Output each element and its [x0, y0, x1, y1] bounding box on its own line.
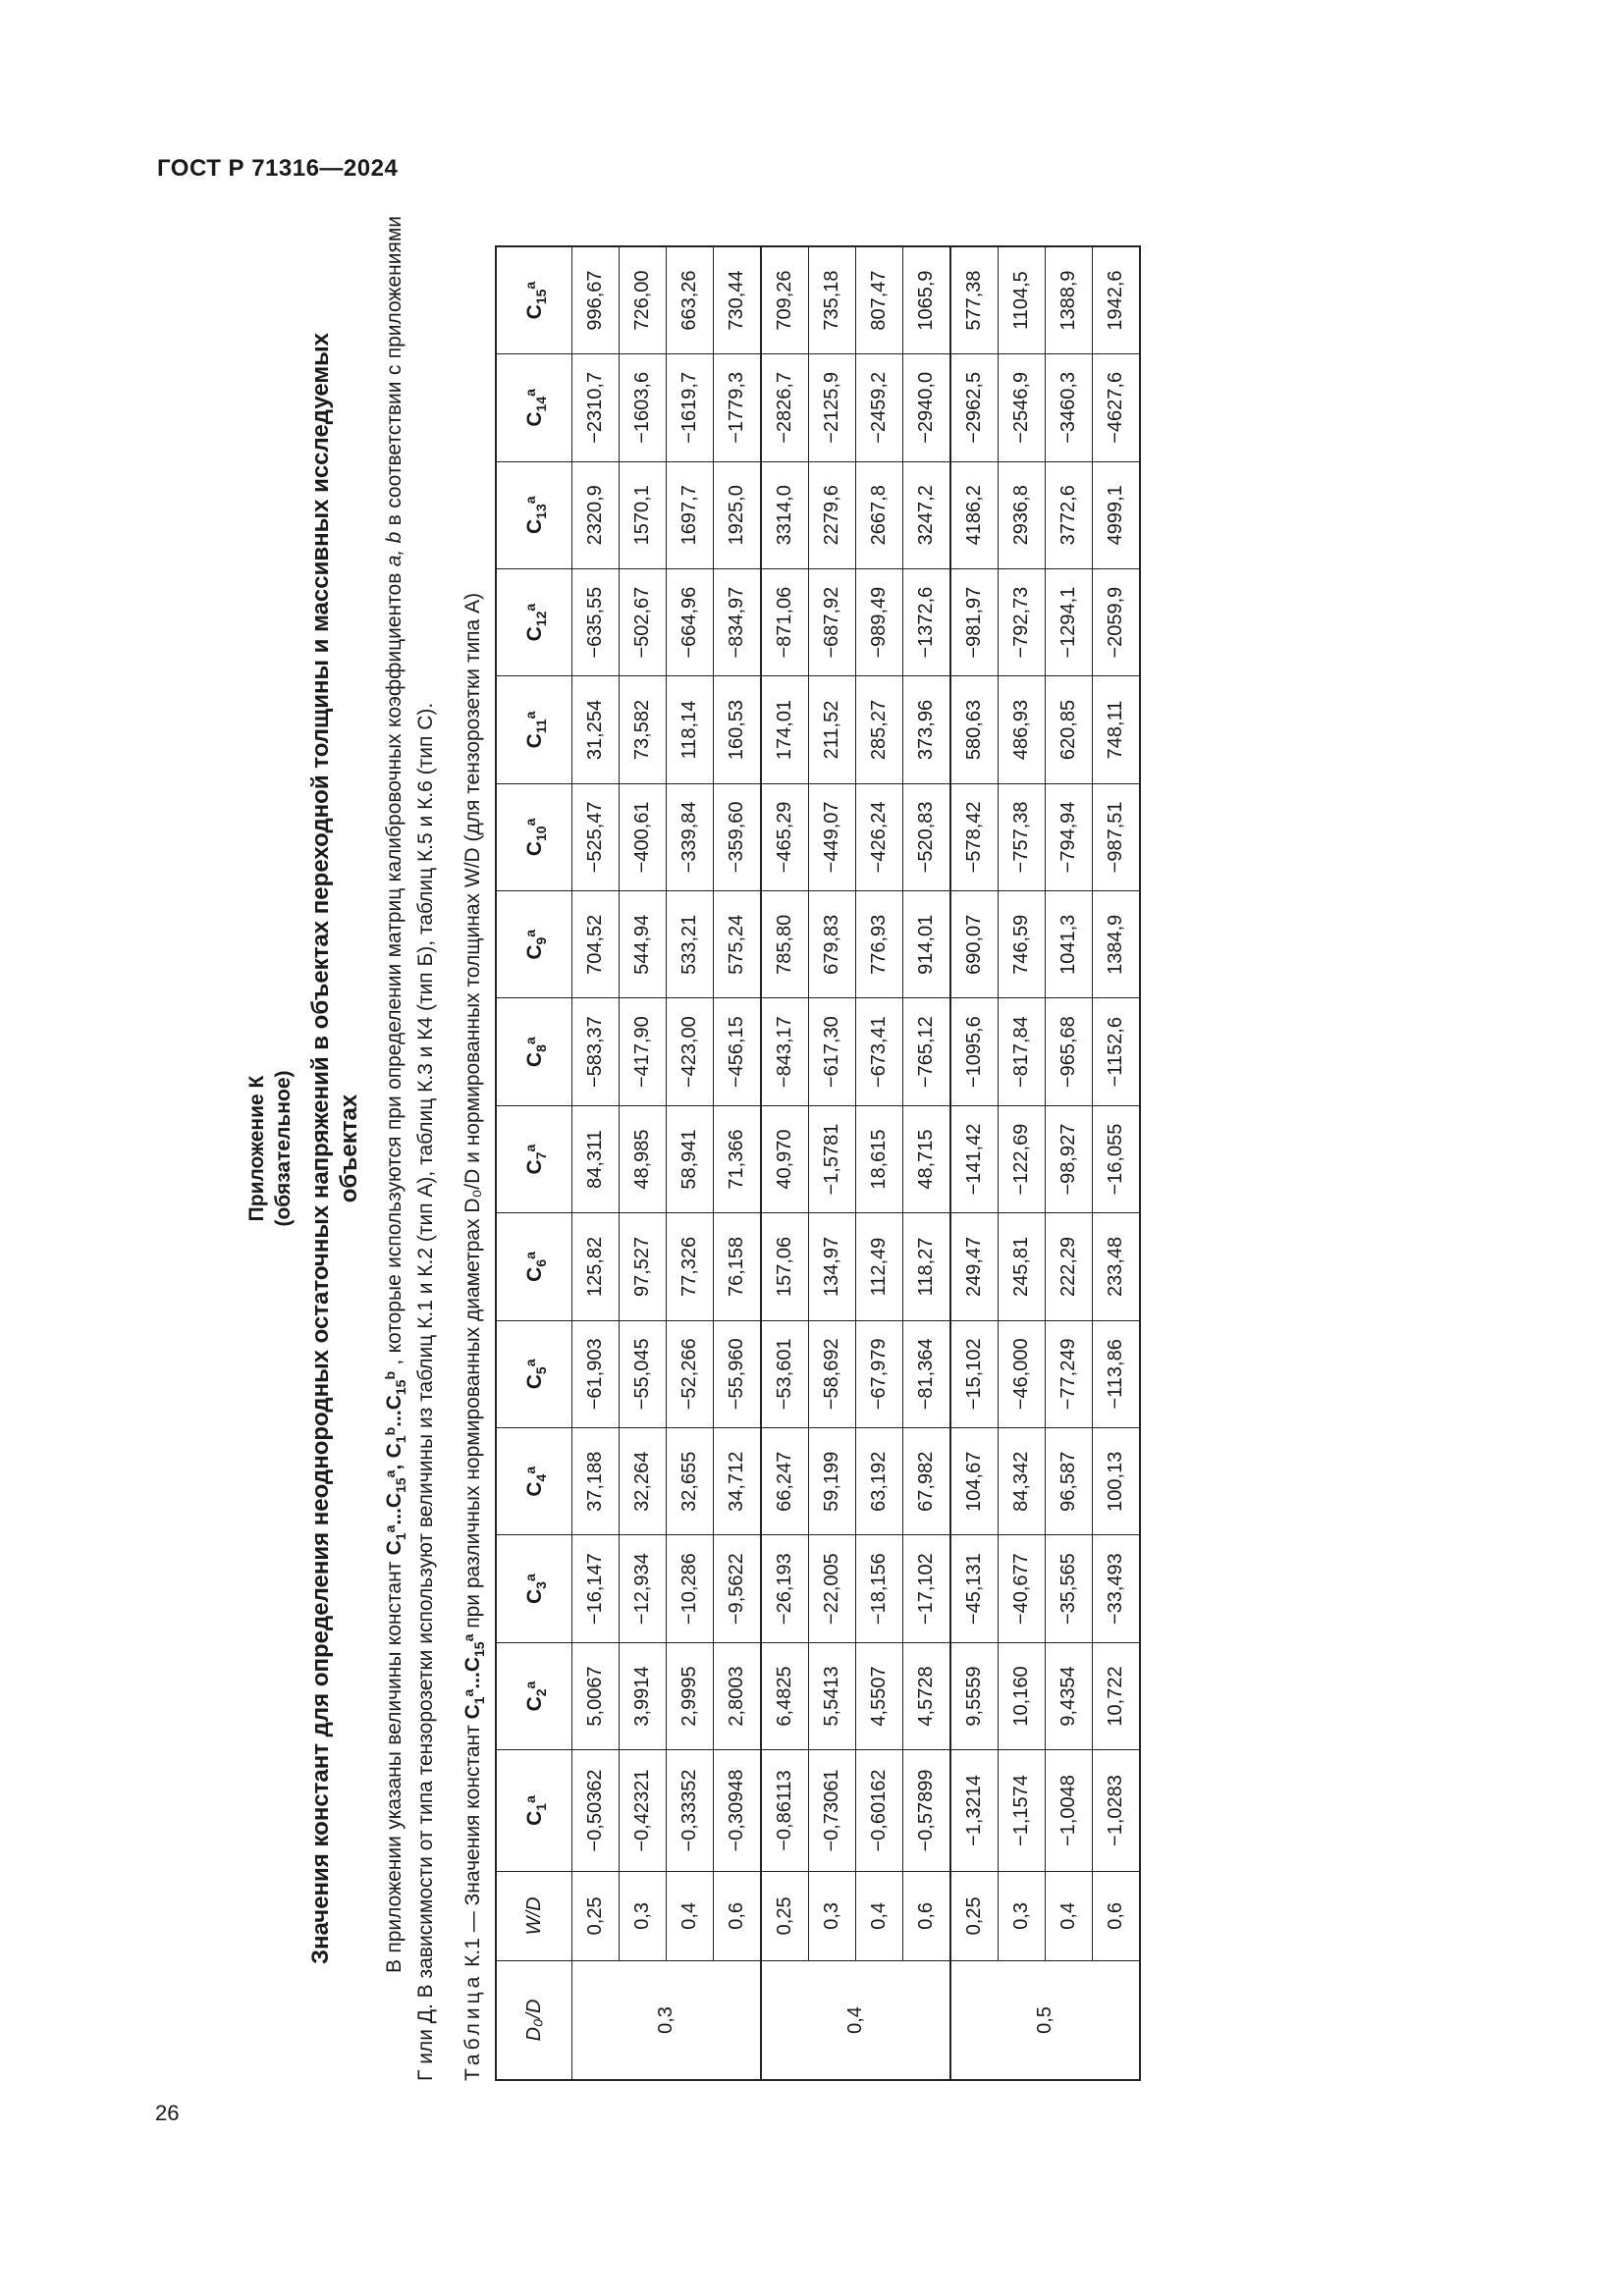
- cell-value: 48,985: [620, 1105, 667, 1212]
- cell-value: 134,97: [809, 1213, 856, 1320]
- cell-value: 1388,9: [1046, 246, 1093, 354]
- cell-value: −981,97: [950, 568, 999, 675]
- cell-value: 84,311: [572, 1105, 620, 1212]
- cell-value: 2320,9: [572, 461, 620, 568]
- cell-value: −339,84: [667, 783, 714, 890]
- cell-value: 1570,1: [620, 461, 667, 568]
- cell-value: −22,005: [809, 1535, 856, 1642]
- cell-value: 77,326: [667, 1213, 714, 1320]
- intro-vectors: a, b: [383, 531, 406, 567]
- cell-value: −456,15: [714, 998, 762, 1105]
- table-caption-word: Таблица: [461, 1972, 485, 2081]
- cell-value: −1,0283: [1093, 1750, 1141, 1872]
- cell-value: 118,27: [903, 1213, 951, 1320]
- cell-value: 914,01: [903, 891, 951, 998]
- appendix-heading: [244, 216, 297, 2081]
- cell-value: −673,41: [856, 998, 903, 1105]
- cell-value: −449,07: [809, 783, 856, 890]
- table-row: [1093, 246, 1141, 2080]
- cell-value: −113,86: [1093, 1320, 1141, 1427]
- cell-value: 1942,6: [1093, 246, 1141, 354]
- cell-value: −141,42: [950, 1105, 999, 1212]
- cell-value: −792,73: [999, 568, 1046, 675]
- cell-value: −17,102: [903, 1535, 951, 1642]
- cell-value: 34,712: [714, 1428, 762, 1535]
- cell-value: 10,722: [1093, 1642, 1141, 1749]
- cell-value: −53,601: [761, 1320, 809, 1427]
- cell-value: 174,01: [761, 676, 809, 783]
- cell-value: −55,960: [714, 1320, 762, 1427]
- cell-value: 730,44: [714, 246, 762, 354]
- cell-value: 31,254: [572, 676, 620, 783]
- cell-value: −0,73061: [809, 1750, 856, 1872]
- cell-value: −10,286: [667, 1535, 714, 1642]
- intro-text-2: , которые используются при определении матриц калибровочных коэффициентов: [383, 566, 406, 1365]
- cell-value: 76,158: [714, 1213, 762, 1320]
- appendix-status: (обязательное): [272, 1070, 295, 1227]
- cell-value: 233,48: [1093, 1213, 1141, 1320]
- cell-value: 1065,9: [903, 246, 951, 354]
- header-d0: D₀/D: [496, 1960, 572, 2080]
- cell-value: 32,655: [667, 1428, 714, 1535]
- cell-value: −987,51: [1093, 783, 1141, 890]
- cell-value: 3247,2: [903, 461, 951, 568]
- table-row: [1046, 246, 1093, 2080]
- cell-value: −687,92: [809, 568, 856, 675]
- cell-value: −578,42: [950, 783, 999, 890]
- cell-value: 157,06: [761, 1213, 809, 1320]
- cell-value: 4,5507: [856, 1642, 903, 1749]
- cell-value: 1925,0: [714, 461, 762, 568]
- table-row: [667, 246, 714, 2080]
- cell-value: −794,94: [1046, 783, 1093, 890]
- table-row: [620, 246, 667, 2080]
- cell-value: 58,941: [667, 1105, 714, 1212]
- cell-value: −33,493: [1093, 1535, 1141, 1642]
- cell-value: −1095,6: [950, 998, 999, 1105]
- cell-value: 709,26: [761, 246, 809, 354]
- table-caption-constants: $C_1^a...C_{15}^a$: [460, 1633, 488, 1720]
- intro-text-3: в соответствии с приложениями Г или Д. В зависимости от типа тензорозетки используют величины из таблиц К.1 и К.2 (тип А), таблиц К.3 и К4 (тип Б), таблиц К.5 и К.6 (тип С).: [383, 216, 438, 2081]
- cell-value: −4627,6: [1093, 354, 1141, 461]
- cell-value: −1779,3: [714, 354, 762, 461]
- cell-wd: 0,3: [620, 1871, 667, 1960]
- cell-value: −817,84: [999, 998, 1046, 1105]
- cell-value: 285,27: [856, 676, 903, 783]
- cell-value: 544,94: [620, 891, 667, 998]
- cell-value: 40,970: [761, 1105, 809, 1212]
- cell-value: −3460,3: [1046, 354, 1093, 461]
- table-caption-suffix: при различных нормированных диаметрах D₀/D и нормированных толщинах W/D (для тензорозетки типа А): [461, 592, 485, 1629]
- cell-value: −359,60: [714, 783, 762, 890]
- table-row: [950, 246, 999, 2080]
- cell-value: −520,83: [903, 783, 951, 890]
- cell-value: −400,61: [620, 783, 667, 890]
- cell-value: −61,903: [572, 1320, 620, 1427]
- cell-wd: 0,3: [809, 1871, 856, 1960]
- table-caption: [459, 216, 487, 2081]
- cell-value: 5,0067: [572, 1642, 620, 1749]
- cell-value: 3,9914: [620, 1642, 667, 1749]
- cell-value: −9,5622: [714, 1535, 762, 1642]
- header-constant: $C_2^a$: [496, 1642, 572, 1749]
- cell-value: 9,4354: [1046, 1642, 1093, 1749]
- cell-value: −2826,7: [761, 354, 809, 461]
- cell-value: −583,37: [572, 998, 620, 1105]
- cell-wd: 0,4: [1046, 1871, 1093, 1960]
- cell-value: 222,29: [1046, 1213, 1093, 1320]
- cell-value: 580,63: [950, 676, 999, 783]
- cell-value: −26,193: [761, 1535, 809, 1642]
- cell-value: 10,160: [999, 1642, 1046, 1749]
- table-header-row: [496, 246, 572, 2080]
- cell-value: 785,80: [761, 891, 809, 998]
- cell-value: 690,07: [950, 891, 999, 998]
- cell-wd: 0,6: [714, 1871, 762, 1960]
- cell-value: −2125,9: [809, 354, 856, 461]
- cell-value: 4186,2: [950, 461, 999, 568]
- cell-value: 125,82: [572, 1213, 620, 1320]
- cell-value: −417,90: [620, 998, 667, 1105]
- cell-value: 5,5413: [809, 1642, 856, 1749]
- cell-value: −0,60162: [856, 1750, 903, 1872]
- cell-value: 32,264: [620, 1428, 667, 1535]
- cell-value: 4999,1: [1093, 461, 1141, 568]
- cell-value: 373,96: [903, 676, 951, 783]
- header-constant: $C_{11}^a$: [496, 676, 572, 783]
- cell-value: −67,979: [856, 1320, 903, 1427]
- cell-value: 73,582: [620, 676, 667, 783]
- cell-value: 71,366: [714, 1105, 762, 1212]
- cell-value: 575,24: [714, 891, 762, 998]
- table-row: [572, 246, 620, 2080]
- cell-value: −98,927: [1046, 1105, 1093, 1212]
- cell-d0: 0,3: [572, 1960, 762, 2080]
- table-body: [572, 246, 1141, 2080]
- cell-value: 746,59: [999, 891, 1046, 998]
- header-constant: $C_{14}^a$: [496, 354, 572, 461]
- cell-value: 807,47: [856, 246, 903, 354]
- cell-value: −12,934: [620, 1535, 667, 1642]
- cell-value: 533,21: [667, 891, 714, 998]
- cell-value: −0,57899: [903, 1750, 951, 1872]
- cell-value: −423,00: [667, 998, 714, 1105]
- cell-value: 63,192: [856, 1428, 903, 1535]
- cell-value: 59,199: [809, 1428, 856, 1535]
- cell-value: −16,055: [1093, 1105, 1141, 1212]
- cell-value: −2459,2: [856, 354, 903, 461]
- appendix-title: Значения констант для определения неоднородных остаточных напряжений в объектах переходной толщины и массивных исследуемых объектах: [307, 333, 362, 1965]
- cell-value: −46,000: [999, 1320, 1046, 1427]
- cell-value: 37,188: [572, 1428, 620, 1535]
- cell-value: 84,342: [999, 1428, 1046, 1535]
- cell-value: −426,24: [856, 783, 903, 890]
- cell-value: −989,49: [856, 568, 903, 675]
- cell-value: −2962,5: [950, 354, 999, 461]
- cell-value: 679,83: [809, 891, 856, 998]
- cell-value: 486,93: [999, 676, 1046, 783]
- cell-value: 211,52: [809, 676, 856, 783]
- cell-value: 104,67: [950, 1428, 999, 1535]
- rotated-page-content: [236, 216, 1208, 2081]
- cell-value: 4,5728: [903, 1642, 951, 1749]
- cell-value: −765,12: [903, 998, 951, 1105]
- cell-value: −1,3214: [950, 1750, 999, 1872]
- cell-value: 48,715: [903, 1105, 951, 1212]
- cell-d0: 0,4: [761, 1960, 950, 2080]
- cell-value: −1,1574: [999, 1750, 1046, 1872]
- cell-value: 6,4825: [761, 1642, 809, 1749]
- table-row: [999, 246, 1046, 2080]
- cell-value: 620,85: [1046, 676, 1093, 783]
- table-row: [714, 246, 762, 2080]
- cell-value: −2940,0: [903, 354, 951, 461]
- table-row: [903, 246, 951, 2080]
- cell-value: 249,47: [950, 1213, 999, 1320]
- cell-value: 1041,3: [1046, 891, 1093, 998]
- cell-value: −0,50362: [572, 1750, 620, 1872]
- cell-value: 2279,6: [809, 461, 856, 568]
- cell-value: 2,8003: [714, 1642, 762, 1749]
- cell-value: 3772,6: [1046, 461, 1093, 568]
- cell-value: −1,5781: [809, 1105, 856, 1212]
- header-constant: $C_{13}^a$: [496, 461, 572, 568]
- cell-value: −617,30: [809, 998, 856, 1105]
- cell-value: 704,52: [572, 891, 620, 998]
- cell-value: −0,33352: [667, 1750, 714, 1872]
- constant-range-a: $C_1^a...C_{15}^a$, $C_1^b...C_{15}^b$: [382, 1370, 409, 1556]
- cell-value: −2310,7: [572, 354, 620, 461]
- cell-wd: 0,4: [667, 1871, 714, 1960]
- header-constant: $C_8^a$: [496, 998, 572, 1105]
- cell-value: 1104,5: [999, 246, 1046, 354]
- cell-value: 735,18: [809, 246, 856, 354]
- cell-wd: 0,25: [761, 1871, 809, 1960]
- cell-value: −1372,6: [903, 568, 951, 675]
- cell-value: −18,156: [856, 1535, 903, 1642]
- cell-value: −1619,7: [667, 354, 714, 461]
- cell-value: 245,81: [999, 1213, 1046, 1320]
- cell-value: 996,67: [572, 246, 620, 354]
- cell-value: −525,47: [572, 783, 620, 890]
- cell-value: 2936,8: [999, 461, 1046, 568]
- cell-value: 3314,0: [761, 461, 809, 568]
- header-wd: W/D: [496, 1871, 572, 1960]
- cell-value: −2546,9: [999, 354, 1046, 461]
- header-constant: $C_7^a$: [496, 1105, 572, 1212]
- cell-value: −40,677: [999, 1535, 1046, 1642]
- cell-wd: 0,25: [572, 1871, 620, 1960]
- cell-value: −502,67: [620, 568, 667, 675]
- cell-value: −965,68: [1046, 998, 1093, 1105]
- cell-value: −871,06: [761, 568, 809, 675]
- cell-value: −77,249: [1046, 1320, 1093, 1427]
- cell-value: −664,96: [667, 568, 714, 675]
- cell-value: 1384,9: [1093, 891, 1141, 998]
- cell-value: 66,247: [761, 1428, 809, 1535]
- appendix-label: Приложение К: [245, 1075, 268, 1222]
- document-header: ГОСТ Р 71316—2024: [157, 155, 399, 182]
- constants-table: [495, 245, 1141, 2081]
- cell-value: 96,587: [1046, 1428, 1093, 1535]
- intro-paragraph: [375, 216, 439, 2081]
- cell-value: 97,527: [620, 1213, 667, 1320]
- cell-value: −55,045: [620, 1320, 667, 1427]
- cell-value: 2667,8: [856, 461, 903, 568]
- cell-value: 67,982: [903, 1428, 951, 1535]
- table-caption-prefix: К.1 — Значения констант: [461, 1719, 485, 1967]
- cell-wd: 0,25: [950, 1871, 999, 1960]
- header-constant: $C_3^a$: [496, 1535, 572, 1642]
- cell-value: −1,0048: [1046, 1750, 1093, 1872]
- cell-value: −81,364: [903, 1320, 951, 1427]
- cell-value: 726,00: [620, 246, 667, 354]
- cell-value: −757,38: [999, 783, 1046, 890]
- page-number: 26: [155, 2101, 180, 2125]
- cell-value: −635,55: [572, 568, 620, 675]
- cell-value: −16,147: [572, 1535, 620, 1642]
- cell-value: −0,30948: [714, 1750, 762, 1872]
- header-constant: $C_{10}^a$: [496, 783, 572, 890]
- header-constant: $C_1^a$: [496, 1750, 572, 1872]
- cell-wd: 0,4: [856, 1871, 903, 1960]
- cell-value: 160,53: [714, 676, 762, 783]
- cell-value: −0,86113: [761, 1750, 809, 1872]
- cell-value: −45,131: [950, 1535, 999, 1642]
- header-constant: $C_5^a$: [496, 1320, 572, 1427]
- cell-value: 100,13: [1093, 1428, 1141, 1535]
- cell-value: 1697,7: [667, 461, 714, 568]
- cell-value: −0,42321: [620, 1750, 667, 1872]
- cell-value: 112,49: [856, 1213, 903, 1320]
- cell-value: 2,9995: [667, 1642, 714, 1749]
- cell-value: 9,5559: [950, 1642, 999, 1749]
- cell-wd: 0,3: [999, 1871, 1046, 1960]
- cell-value: 663,26: [667, 246, 714, 354]
- cell-value: −843,17: [761, 998, 809, 1105]
- cell-wd: 0,6: [903, 1871, 951, 1960]
- header-constant: $C_6^a$: [496, 1213, 572, 1320]
- cell-value: 577,38: [950, 246, 999, 354]
- cell-value: −834,97: [714, 568, 762, 675]
- table-row: [761, 246, 809, 2080]
- header-constant: $C_9^a$: [496, 891, 572, 998]
- cell-value: −58,692: [809, 1320, 856, 1427]
- header-constant: $C_{12}^a$: [496, 568, 572, 675]
- cell-value: −2059,9: [1093, 568, 1141, 675]
- cell-value: 748,11: [1093, 676, 1141, 783]
- cell-value: −1603,6: [620, 354, 667, 461]
- cell-value: 776,93: [856, 891, 903, 998]
- cell-value: −122,69: [999, 1105, 1046, 1212]
- header-constant: $C_{15}^a$: [496, 246, 572, 354]
- table-row: [809, 246, 856, 2080]
- intro-text-1: В приложении указаны величины констант: [383, 1555, 406, 1973]
- header-constant: $C_4^a$: [496, 1428, 572, 1535]
- cell-value: −465,29: [761, 783, 809, 890]
- cell-value: −52,266: [667, 1320, 714, 1427]
- cell-value: −15,102: [950, 1320, 999, 1427]
- cell-d0: 0,5: [950, 1960, 1140, 2080]
- cell-value: −35,565: [1046, 1535, 1093, 1642]
- table-row: [856, 246, 903, 2080]
- cell-value: −1152,6: [1093, 998, 1141, 1105]
- cell-value: 118,14: [667, 676, 714, 783]
- cell-value: 18,615: [856, 1105, 903, 1212]
- cell-wd: 0,6: [1093, 1871, 1141, 1960]
- cell-value: −1294,1: [1046, 568, 1093, 675]
